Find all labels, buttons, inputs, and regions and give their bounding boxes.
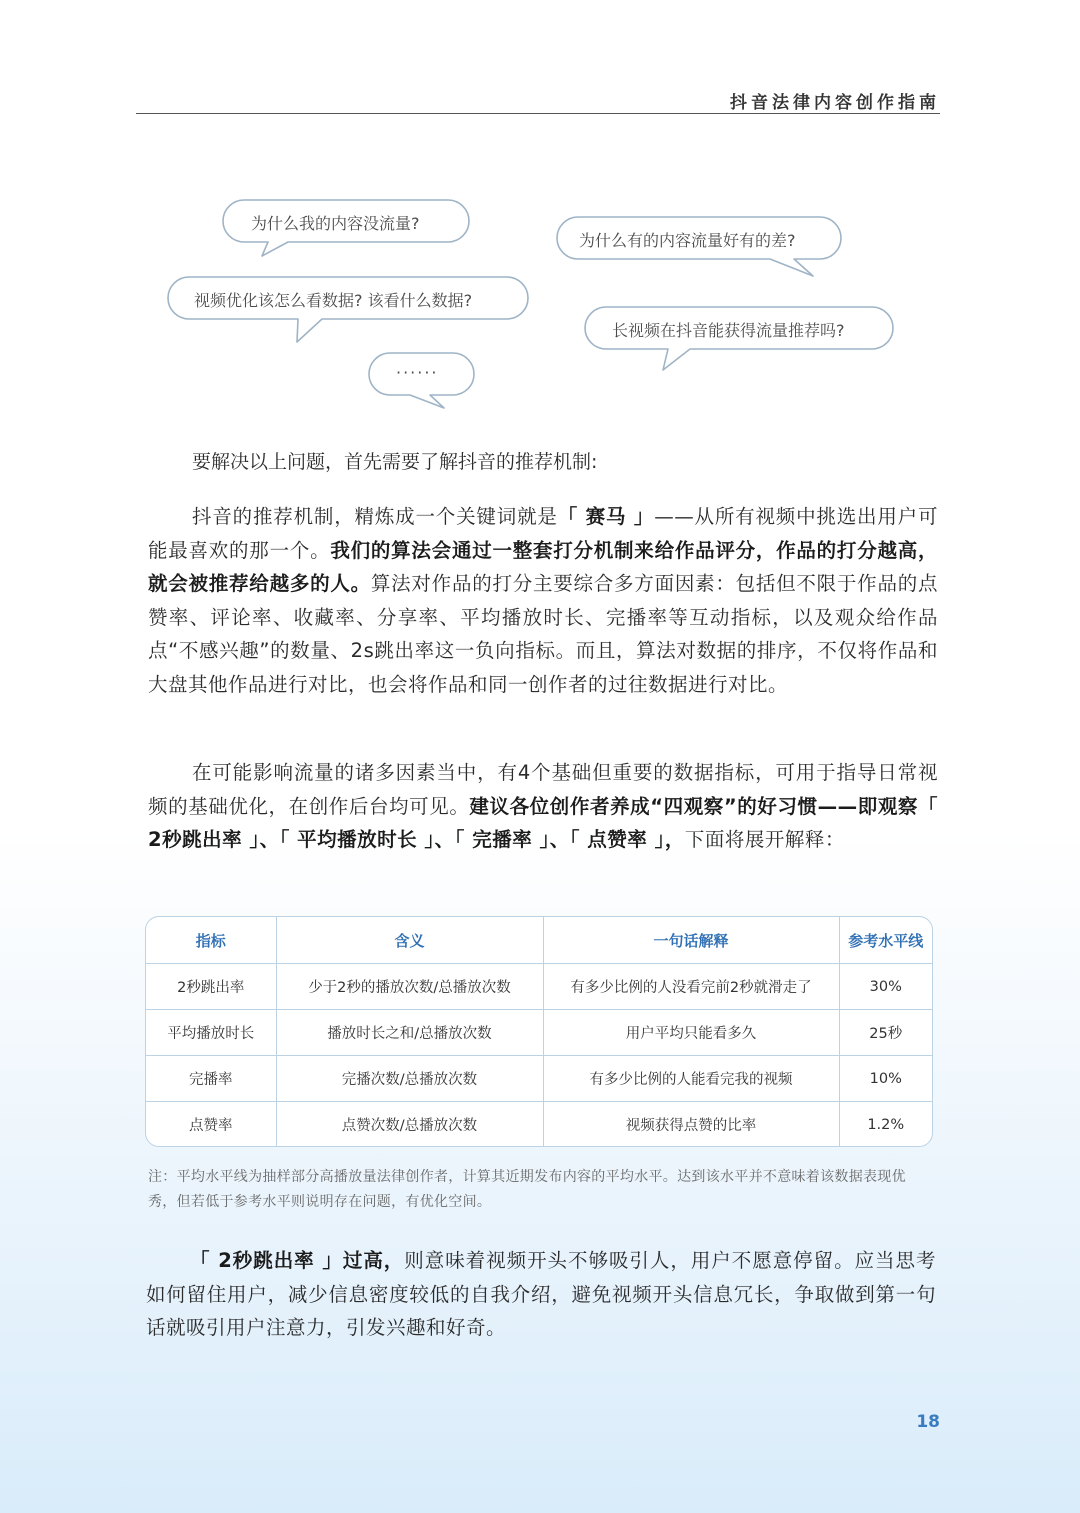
p2-bold-1: 建议各位创作者养成“四观察”的好习惯——即观察「 2秒跳出率 」、「 平均播放时长 」、「 完播率 」、「 点赞率 」， [148, 794, 938, 851]
bubble-text-1: 为什么我的内容没流量? [251, 214, 420, 233]
table-cell: 1.2% [867, 1116, 905, 1133]
p2-text-2: 下面将展开解释： [684, 828, 845, 851]
table-cell: 完播次数/总播放次数 [276, 1056, 543, 1102]
p1-text-3: 算法对作品的打分主要综合多方面因素：包括但不限于作品的点赞率、评论率、收藏率、分享率、平均播放时长、完播率等互动指标，以及观众给作品点“不感兴趣”的数量、2s跳出率这一负向指标。而且，算法对数据的排序，不仅将作品和大盘其他作品进行对比，也会将作品和同一创作者的过往数据进行对比。 [148, 572, 938, 696]
table-header-meaning: 含义 [276, 917, 543, 964]
bubble-text-2: 为什么有的内容流量好有的差? [579, 231, 796, 250]
p1-text-1: 抖音的推荐机制，精炼成一个关键词就是 [192, 505, 558, 528]
table-cell: 视频获得点赞的比率 [543, 1102, 839, 1148]
table-cell: 25秒 [839, 1010, 932, 1056]
table-header-reference: 参考水平线 [839, 917, 932, 964]
table-cell: 有多少比例的人没看完前2秒就滑走了 [543, 964, 839, 1010]
paragraph-recommendation-mechanism [148, 500, 938, 701]
metrics-table [145, 916, 933, 1147]
table-cell: 30% [839, 964, 932, 1010]
bubble-text-4: 长视频在抖音能获得流量推荐吗? [612, 321, 845, 340]
table-row [146, 1102, 932, 1148]
paragraph-bounce-rate [146, 1244, 936, 1345]
document-header-title: 抖音法律内容创作指南 [730, 93, 940, 113]
table-cell: 有多少比例的人能看完我的视频 [543, 1056, 839, 1102]
table-cell: 完播率 [146, 1056, 276, 1102]
p3-text-1: 则意味着视频开头不够吸引人，用户不愿意停留。应当思考如何留住用户，减少信息密度较低的自我介绍，避免视频开头信息冗长，争取做到第一句话就吸引用户注意力，引发兴趣和好奇。 [146, 1249, 936, 1339]
table-row [146, 964, 932, 1010]
page-number: 18 [916, 1412, 940, 1432]
table-row [146, 1056, 932, 1102]
table-cell: 播放时长之和/总播放次数 [276, 1010, 543, 1056]
intro-sentence: 要解决以上问题，首先需要了解抖音的推荐机制: [192, 451, 598, 473]
p1-bold-1: 「 赛马 」 [557, 505, 655, 528]
bubble-text-3: 视频优化该怎么看数据? 该看什么数据? [194, 291, 473, 310]
paragraph-four-metrics [148, 756, 938, 857]
table-header-metric: 指标 [146, 917, 276, 964]
table-cell: 点赞率 [146, 1102, 276, 1148]
p1-bold-2: 我们的算法会通过一整套打分机制来给作品评分，作品的打分越高，就会被推荐给越多的人。 [148, 538, 938, 595]
p1-text-2: ——从所有视频中挑选出用户可能最喜欢的那一个。 [148, 505, 938, 562]
table-header-explanation: 一句话解释 [543, 917, 839, 964]
p2-text-1: 在可能影响流量的诸多因素当中，有4个基础但重要的数据指标，可用于指导日常视频的基础优化，在创作后台均可见。 [148, 761, 938, 818]
bubble-text-5: ······ [396, 363, 439, 382]
p3-bold-1: 「 2秒跳出率 」过高， [190, 1249, 405, 1272]
table-footnote: 注：平均水平线为抽样部分高播放量法律创作者，计算其近期发布内容的平均水平。达到该水平并不意味着该数据表现优秀，但若低于参考水平则说明存在问题，有优化空间。 [148, 1169, 906, 1210]
table-row [146, 1010, 932, 1056]
table-cell: 点赞次数/总播放次数 [276, 1102, 543, 1148]
question-bubbles-illustration [0, 0, 1080, 430]
table-cell: 平均播放时长 [146, 1010, 276, 1056]
table-cell: 2秒跳出率 [146, 964, 276, 1010]
table-header-row [146, 917, 932, 964]
table-cell: 少于2秒的播放次数/总播放次数 [276, 964, 543, 1010]
table-cell: 10% [839, 1056, 932, 1102]
table-cell: 用户平均只能看多久 [543, 1010, 839, 1056]
